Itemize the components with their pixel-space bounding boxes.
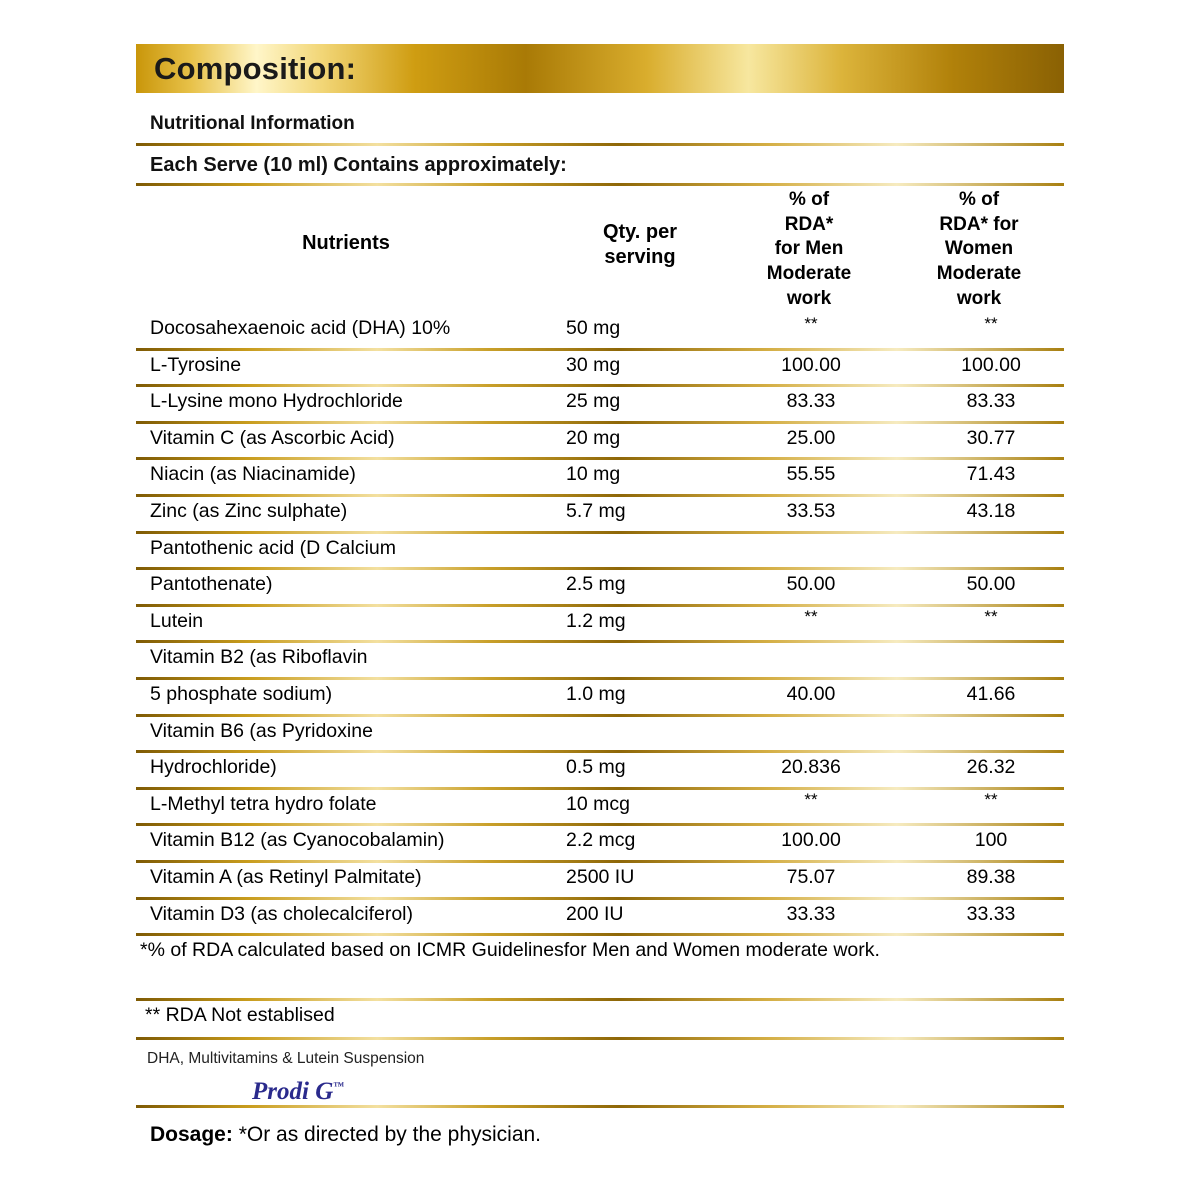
cell-rda-men: 25.00	[786, 426, 836, 449]
nutritional-information-label: Nutritional Information	[150, 113, 355, 134]
cell-qty-per-serving: 50 mg	[566, 317, 621, 339]
cell-nutrient-name: L-Lysine mono Hydrochloride	[150, 390, 403, 413]
cell-nutrient-name: Zinc (as Zinc sulphate)	[150, 500, 348, 522]
table-row	[136, 314, 1064, 351]
cell-rda-men: **	[804, 606, 818, 626]
cell-rda-men: 75.07	[786, 866, 836, 888]
column-header-men-line3: for Men	[774, 238, 844, 260]
cell-rda-men: 33.53	[786, 500, 836, 522]
table-row	[136, 753, 1064, 790]
table-row	[136, 387, 1064, 424]
column-header-qty-line1: Qty. per	[602, 221, 678, 243]
column-header-nutrients: Nutrients	[302, 232, 390, 254]
cell-qty-per-serving: 30 mg	[566, 353, 621, 376]
cell-rda-men: 40.00	[786, 683, 836, 705]
cell-rda-women: 100.00	[961, 353, 1021, 376]
cell-qty-per-serving: 10 mg	[566, 463, 621, 486]
cell-rda-men: **	[804, 314, 818, 333]
cell-nutrient-name: Pantothenate)	[150, 573, 273, 596]
cell-qty-per-serving: 5.7 mg	[566, 500, 626, 522]
cell-qty-per-serving: 2.2 mcg	[566, 829, 636, 852]
cell-rda-men: 33.33	[786, 902, 836, 925]
column-header-women-line1: % of	[958, 189, 1000, 210]
table-row	[136, 863, 1064, 900]
cell-rda-women: 71.43	[966, 463, 1016, 486]
cell-rda-women: **	[984, 314, 998, 333]
trademark-icon: ™	[333, 1080, 345, 1093]
cell-nutrient-name: L-Tyrosine	[150, 353, 242, 376]
divider	[136, 143, 1064, 146]
rda-footnote: *% of RDA calculated based on ICMR Guidelinesfor Men and Women moderate work.	[140, 939, 880, 961]
cell-nutrient-name: Niacin (as Niacinamide)	[150, 463, 356, 486]
dosage-text: *Or as directed by the physician.	[238, 1123, 542, 1146]
cell-rda-men: 83.33	[786, 390, 836, 413]
cell-rda-women: 41.66	[966, 683, 1016, 705]
cell-rda-women: **	[984, 606, 998, 626]
cell-rda-women: 43.18	[966, 500, 1016, 522]
column-header-women-line2: RDA* for	[939, 213, 1019, 235]
dosage-label: Dosage:	[150, 1123, 233, 1146]
cell-nutrient-name: Docosahexaenoic acid (DHA) 10%	[150, 317, 451, 339]
table-row	[136, 790, 1064, 827]
each-serve-label: Each Serve (10 ml) Contains approximately:	[150, 154, 567, 176]
table-row	[136, 826, 1064, 863]
rda-not-established-footnote: ** RDA Not establised	[145, 1004, 335, 1026]
cell-rda-men: 55.55	[786, 463, 836, 486]
table-row	[136, 643, 1064, 680]
brand-name: Prodi G	[252, 1078, 334, 1105]
column-header-men-line1: % of	[788, 189, 830, 210]
cell-qty-per-serving: 200 IU	[566, 902, 624, 925]
column-header-women-line3: Women	[944, 238, 1014, 260]
cell-qty-per-serving: 1.2 mg	[566, 609, 626, 632]
column-header-men-line2: RDA*	[784, 213, 834, 235]
table-row	[136, 497, 1064, 534]
cell-qty-per-serving: 2.5 mg	[566, 573, 626, 596]
cell-qty-per-serving: 1.0 mg	[566, 683, 626, 705]
cell-rda-men: 20.836	[781, 756, 841, 779]
page-title: Composition:	[154, 51, 357, 86]
table-row	[136, 680, 1064, 717]
cell-nutrient-name: L-Methyl tetra hydro folate	[150, 792, 377, 815]
cell-rda-women: 50.00	[966, 573, 1016, 596]
cell-nutrient-name: Vitamin B6 (as Pyridoxine	[150, 719, 373, 742]
cell-rda-men: 50.00	[786, 573, 836, 596]
product-description: DHA, Multivitamins & Lutein Suspension	[147, 1050, 425, 1067]
cell-nutrient-name: Hydrochloride)	[150, 756, 277, 779]
divider	[136, 1037, 1064, 1040]
column-header-men	[724, 188, 894, 311]
column-header-women-line5: work	[956, 287, 1002, 309]
cell-qty-per-serving: 20 mg	[566, 426, 621, 449]
table-row	[136, 570, 1064, 607]
cell-rda-women: 30.77	[966, 426, 1016, 449]
cell-rda-women: 89.38	[966, 866, 1016, 888]
column-header-women	[894, 188, 1064, 311]
column-header-men-line4: Moderate	[766, 263, 852, 285]
cell-rda-women: 83.33	[966, 390, 1016, 413]
cell-qty-per-serving: 0.5 mg	[566, 756, 626, 779]
cell-nutrient-name: Vitamin A (as Retinyl Palmitate)	[150, 866, 422, 888]
table-row	[136, 534, 1064, 571]
cell-rda-men: **	[804, 789, 818, 809]
cell-nutrient-name: Vitamin B12 (as Cyanocobalamin)	[150, 829, 445, 852]
table-row	[136, 717, 1064, 754]
table-row	[136, 460, 1064, 497]
table-row	[136, 900, 1064, 937]
column-header-qty-line2: serving	[604, 246, 676, 268]
cell-nutrient-name: Vitamin D3 (as cholecalciferol)	[150, 902, 413, 925]
cell-rda-women: 33.33	[966, 902, 1016, 925]
cell-nutrient-name: Lutein	[150, 609, 204, 632]
brand-logo	[252, 1078, 344, 1106]
table-row	[136, 351, 1064, 388]
cell-qty-per-serving: 2500 IU	[566, 866, 635, 888]
cell-nutrient-name: 5 phosphate sodium)	[150, 683, 333, 705]
cell-qty-per-serving: 10 mcg	[566, 792, 630, 815]
cell-rda-women: **	[984, 789, 998, 809]
table-row	[136, 424, 1064, 461]
table-row	[136, 607, 1064, 644]
column-header-qty	[556, 220, 724, 270]
cell-rda-women: 100	[974, 829, 1008, 852]
dosage-line	[150, 1123, 541, 1147]
cell-nutrient-name: Pantothenic acid (D Calcium	[150, 536, 397, 559]
column-header-women-line4: Moderate	[936, 263, 1022, 285]
cell-rda-men: 100.00	[781, 353, 841, 376]
divider	[136, 1105, 1064, 1108]
cell-rda-men: 100.00	[781, 829, 841, 852]
cell-rda-women: 26.32	[966, 756, 1016, 779]
table-header	[136, 186, 1064, 312]
column-header-men-line5: work	[786, 287, 832, 309]
cell-nutrient-name: Vitamin B2 (as Riboflavin	[150, 646, 368, 669]
cell-nutrient-name: Vitamin C (as Ascorbic Acid)	[150, 426, 395, 449]
divider	[136, 998, 1064, 1001]
cell-qty-per-serving: 25 mg	[566, 390, 621, 413]
